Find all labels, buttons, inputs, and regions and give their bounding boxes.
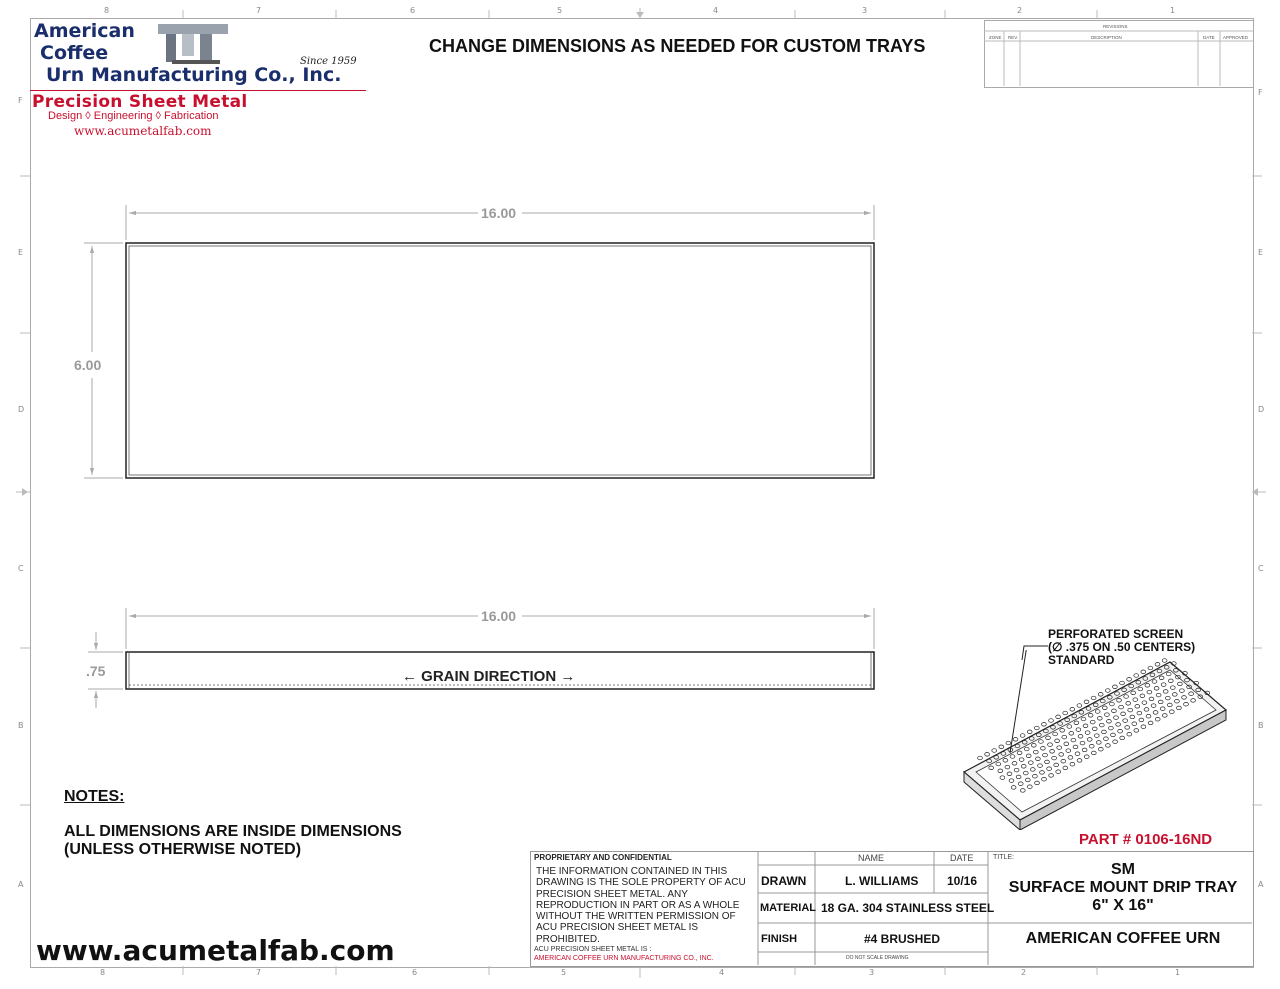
proprietary-text: THE INFORMATION CONTAINED IN THIS DRAWING IS THE SOLE PROPERTY OF ACU PRECISION SHEET METAL. ANY REPRODUCTION IN PART OR AS A WHOLE WITHOUT THE WRITTEN PERMISSION OF ACU PRECISION SHEET METAL IS PROHIBITED. xyxy=(536,866,746,945)
perforation-hole xyxy=(1034,726,1039,730)
drip-tray-illustration xyxy=(958,650,1238,830)
zone-number: 6 xyxy=(412,968,418,977)
top-view-outline xyxy=(126,243,874,478)
perforation-hole xyxy=(1063,711,1068,715)
note-line-1: ALL DIMENSIONS ARE INSIDE DIMENSIONS xyxy=(64,823,402,840)
zone-letter: B xyxy=(18,721,24,730)
zone-letter: C xyxy=(1258,564,1264,573)
zone-number: 7 xyxy=(256,6,262,15)
logo-line-urn: Urn Manufacturing Co., Inc. xyxy=(46,64,342,86)
perforation-hole xyxy=(1120,681,1125,685)
zone-number: 7 xyxy=(256,968,262,977)
perforation-hole xyxy=(978,756,983,760)
logo-line-coffee: Coffee xyxy=(40,42,109,64)
zone-letter: D xyxy=(18,405,25,414)
zone-letter: F xyxy=(18,96,23,105)
perforation-hole xyxy=(1020,734,1025,738)
zone-number: 3 xyxy=(862,6,868,15)
zone-number: 2 xyxy=(1017,6,1023,15)
revisions-title: REVISIONS xyxy=(1103,24,1128,29)
zone-letter: B xyxy=(1258,721,1264,730)
top-view xyxy=(84,205,874,478)
perforation-hole xyxy=(1105,689,1110,693)
perforation-hole xyxy=(1070,708,1075,712)
callout-line1: PERFORATED SCREEN xyxy=(1048,627,1184,641)
callout-line2: (∅ .375 ON .50 CENTERS) xyxy=(1048,640,1196,654)
zone-letter: E xyxy=(1258,248,1264,257)
drawn-date: 10/16 xyxy=(947,874,978,888)
revisions-col: REV. xyxy=(1008,35,1019,40)
website-footer[interactable]: www.acumetalfab.com xyxy=(36,934,395,967)
zone-letter: A xyxy=(1258,880,1264,889)
zone-number: 3 xyxy=(869,968,875,977)
perforation-hole xyxy=(1077,704,1082,708)
zone-letter: E xyxy=(18,248,24,257)
services-label: Design ◊ Engineering ◊ Fabrication xyxy=(48,110,219,122)
callout-leader xyxy=(1020,640,1050,660)
logo-line-american: American xyxy=(34,20,135,42)
perforation-hole xyxy=(1127,678,1132,682)
date-col-header: DATE xyxy=(950,853,974,863)
top-height-dimension: 6.00 xyxy=(74,357,102,373)
zone-letter: C xyxy=(18,564,24,573)
note-line-2: (UNLESS OTHERWISE NOTED) xyxy=(64,841,302,858)
perforation-hole xyxy=(1013,738,1018,742)
material-value: 18 GA. 304 STAINLESS STEEL xyxy=(821,901,995,915)
title-line-1: SM xyxy=(1111,861,1135,878)
perforation-hole xyxy=(1141,670,1146,674)
zone-number: 5 xyxy=(561,968,567,977)
zone-number: 1 xyxy=(1175,968,1181,977)
zone-letter: F xyxy=(1258,88,1263,97)
proprietary-company: AMERICAN COFFEE URN MANUFACTURING CO., INC. xyxy=(534,955,714,962)
precision-sheet-metal-label: Precision Sheet Metal xyxy=(32,92,248,112)
perforation-hole xyxy=(1134,674,1139,678)
perforation-hole xyxy=(1006,741,1011,745)
name-col-header: NAME xyxy=(858,853,885,863)
perforation-hole xyxy=(1091,696,1096,700)
title-line-2: SURFACE MOUNT DRIP TRAY xyxy=(1008,879,1238,896)
perforation-hole xyxy=(1042,723,1047,727)
side-width-dimension: 16.00 xyxy=(481,608,517,624)
material-label: MATERIAL xyxy=(760,902,817,914)
finish-value: #4 BRUSHED xyxy=(864,932,941,946)
grain-direction-label: ← GRAIN DIRECTION → xyxy=(402,668,576,685)
zone-number: 5 xyxy=(557,6,563,15)
top-width-dimension: 16.00 xyxy=(481,205,517,221)
perforation-hole xyxy=(999,745,1004,749)
perforation-hole xyxy=(1056,715,1061,719)
perforation-hole xyxy=(985,753,990,757)
zone-number: 2 xyxy=(1021,968,1027,977)
perforation-hole xyxy=(1084,700,1089,704)
proprietary-footer: ACU PRECISION SHEET METAL IS : xyxy=(534,946,652,953)
perforation-hole xyxy=(1113,685,1118,689)
headline: CHANGE DIMENSIONS AS NEEDED FOR CUSTOM TRAYS xyxy=(429,36,926,56)
title-label: TITLE: xyxy=(993,854,1015,861)
proprietary-heading: PROPRIETARY AND CONFIDENTIAL xyxy=(534,853,672,862)
finish-label: FINISH xyxy=(761,933,798,945)
perforation-hole xyxy=(1098,693,1103,697)
part-number: PART # 0106-16ND xyxy=(1079,831,1213,848)
top-view-inner-outline xyxy=(129,246,871,475)
notes-heading: NOTES: xyxy=(64,788,125,805)
company-name: AMERICAN COFFEE URN xyxy=(1025,930,1221,947)
logo-website: www.acumetalfab.com xyxy=(74,124,212,138)
perforation-hole xyxy=(1049,719,1054,723)
perforation-hole xyxy=(992,749,997,753)
perforated-screen-callout xyxy=(1048,628,1195,667)
revisions-col: ZONE xyxy=(989,35,1002,40)
zone-letter: A xyxy=(18,880,24,889)
callout-line3: STANDARD xyxy=(1048,653,1115,667)
revisions-col: DATE xyxy=(1203,35,1215,40)
zone-number: 6 xyxy=(410,6,416,15)
drawn-name: L. WILLIAMS xyxy=(845,874,919,888)
drawn-label: DRAWN xyxy=(761,874,807,888)
zone-number: 4 xyxy=(719,968,725,977)
side-height-dimension: .75 xyxy=(86,663,106,679)
perforation-hole xyxy=(1027,730,1032,734)
zone-number: 1 xyxy=(1170,6,1176,15)
revisions-col: DESCRIPTION xyxy=(1091,35,1122,40)
zone-number: 8 xyxy=(100,968,106,977)
do-not-scale-note: DO NOT SCALE DRAWING xyxy=(846,955,909,961)
revisions-col: APPROVED xyxy=(1223,35,1249,40)
zone-number: 4 xyxy=(713,6,719,15)
zone-number: 8 xyxy=(104,6,110,15)
since-label: Since 1959 xyxy=(300,56,357,67)
zone-letter: D xyxy=(1258,405,1265,414)
title-line-3: 6" X 16" xyxy=(1092,897,1154,914)
